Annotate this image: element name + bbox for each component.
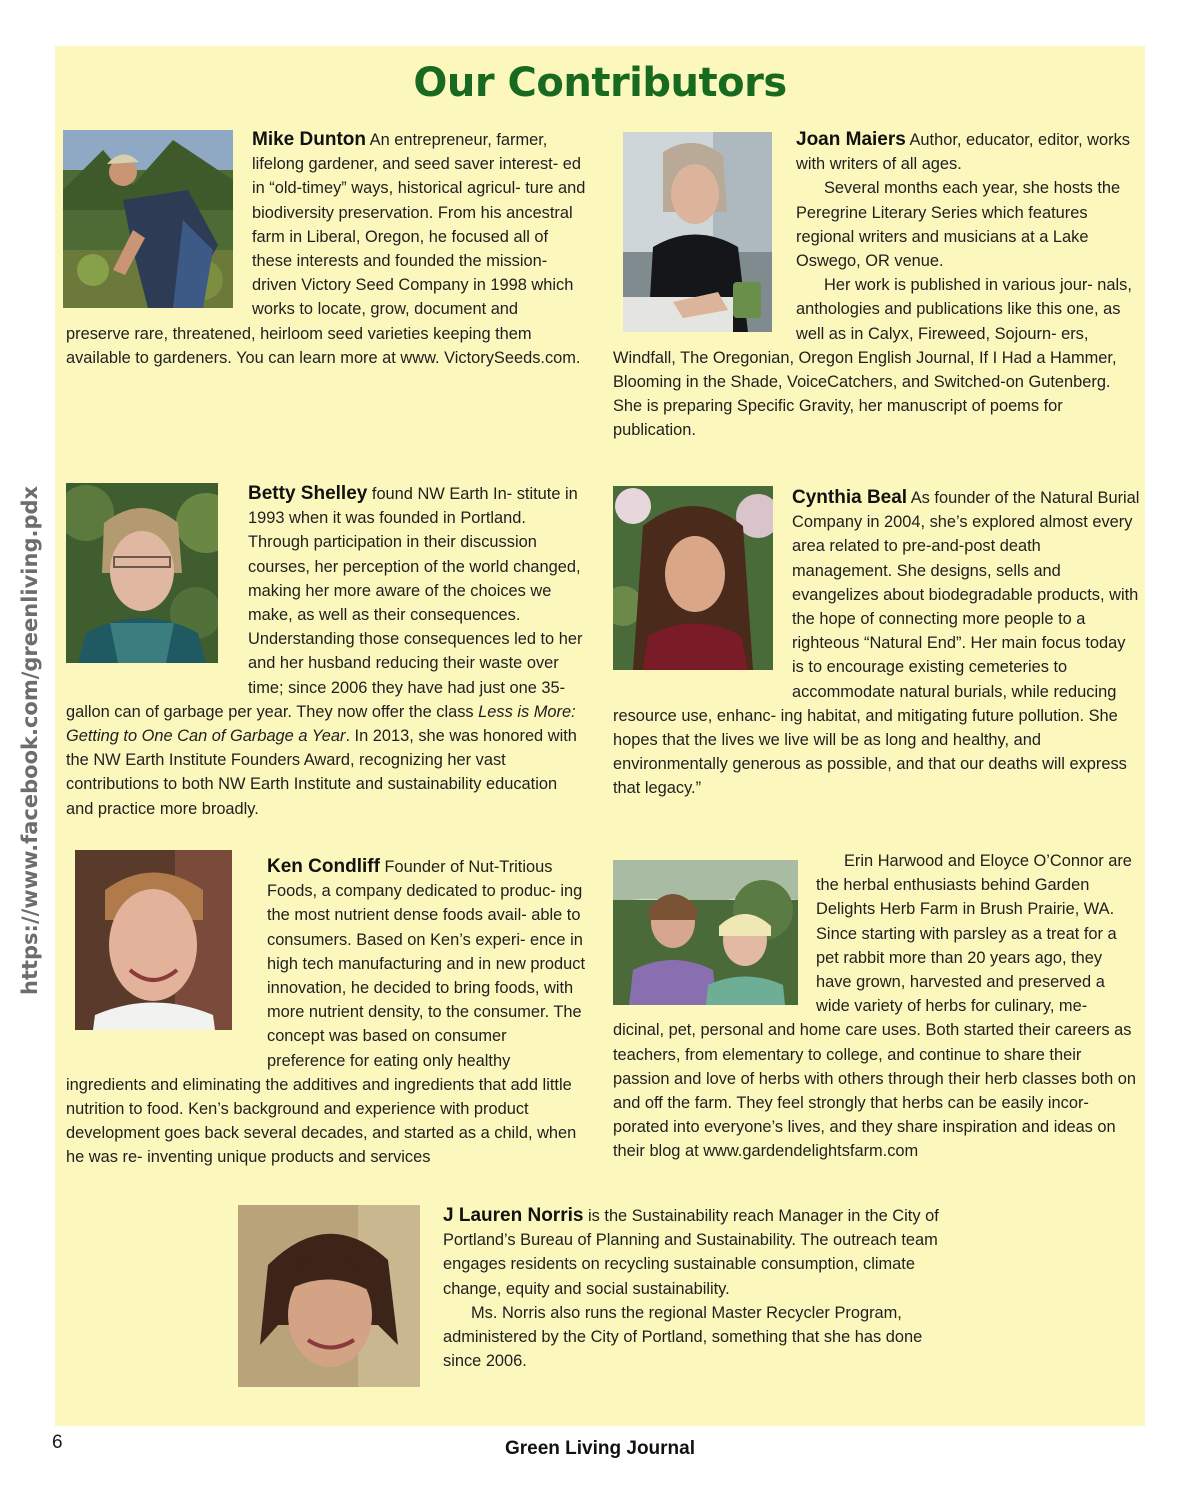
- joan-maiers-text-1: Author, educator, editor, works with writers of all ages.: [796, 131, 1130, 174]
- betty-shelley-name: Betty Shelley: [248, 483, 368, 504]
- joan-maiers-text-3: Her work is published in various jour- nals, anthologies and publications like this one, as well as in Calyx, Fireweed, Sojourn- ers, Windfall, The Oregonian, Oregon English Journal, If I Had a Hammer, Blooming in the Shade, VoiceCatchers, and Switched-on Gutenberg. She is preparing Specific Gravity, her manuscript of poems for publication.: [613, 276, 1132, 440]
- ken-condliff-name: Ken Condliff: [267, 856, 380, 877]
- betty-shelley-class-title: Less is More: Getting to One Can of Garbage a Year: [66, 702, 576, 746]
- mike-dunton-text: An entrepreneur, farmer, lifelong gardener, and seed saver interest- ed in “old-timey” ways, historical agricul- ture and biodiversity preservation. From his ancestral farm in Liberal, Oregon, he focused all of these interests and founded the mission-driven Victory Seed Company in 1998 which works to locate, grow, document and preserve rare, threatened, heirloom seed varieties keeping them available to gardeners. You can learn more at www. VictorySeeds.com.: [66, 131, 586, 367]
- harwood-oconnor-text: Erin Harwood and Eloyce O’Connor are the herbal enthusiasts behind Garden Delights Herb Farm in Brush Prairie, WA. Since starting with parsley as a treat for a pet rabbit more than 20 years ago, they have grown, harvested and preserved a wide variety of herbs for culinary, me- dicinal, pet, personal and home care uses. Both started their careers as teachers, from elementary to college, and continue to share their passion and love of herbs with others through their herb classes both on and off the farm. They feel strongly that herbs can be easily incor- porated into everyone’s lives, and they share inspiration and ideas on their blog at www.gardendelightsfarm.com: [613, 852, 1136, 1161]
- joan-maiers-text-2: Several months each year, she hosts the Peregrine Literary Series which features regional writers and musicians at a Lake Oswego, OR venue.: [796, 179, 1121, 271]
- journal-name: Green Living Journal: [504, 1438, 696, 1459]
- facebook-url[interactable]: https://www.facebook.com/greenliving.pdx: [18, 485, 42, 995]
- lauren-norris-photo: [238, 1205, 420, 1387]
- page-number: 6: [52, 1432, 63, 1453]
- mike-dunton-name: Mike Dunton: [252, 129, 366, 150]
- page-title: Our Contributors: [413, 60, 787, 106]
- lauren-norris-text-2: Ms. Norris also runs the regional Master Recycler Program, administered by the City of Portland, something that she has done since 2006.: [443, 1303, 923, 1371]
- betty-shelley-bio: [66, 482, 586, 821]
- lauren-norris-bio: [443, 1204, 963, 1373]
- cynthia-beal-name: Cynthia Beal: [792, 487, 908, 508]
- lauren-norris-text-1: is the Sustainability reach Manager in the City of Portland’s Bureau of Planning and Sustainability. The outreach team engages residents on recycling sustainable consumption, climate change, equity and social sustainability.: [443, 1207, 939, 1298]
- betty-shelley-text-a: found NW Earth In- stitute in 1993 when it was founded in Portland. Through participation in their discussion courses, her perception of the world changed, making her more aware of the choices we make, as well as their consequences. Understanding those consequences led to her and her husband reducing their waste over time; since 2006 they have had just one 35-gallon can of garbage per year. They now offer the class: [66, 485, 583, 721]
- ken-condliff-bio: [66, 855, 586, 1170]
- cynthia-beal-bio: [613, 486, 1141, 801]
- lauren-norris-name: J Lauren Norris: [443, 1205, 584, 1226]
- mike-dunton-bio: [66, 128, 586, 370]
- ken-condliff-text: Founder of Nut-Tritious Foods, a company dedicated to produc- ing the most nutrient dense foods avail- able to consumers. Based on Ken’s experi- ence in high tech manufacturing and in new product innovation, he decided to bring foods, with more nutrient density, to the consumer. The concept was based on consumer preference for eating only healthy ingredients and eliminating the additives and ingredients that add little nutrition to food. Ken’s background and experience with product development goes back several decades, and started as a child, when he was re- inventing unique products and services: [66, 858, 586, 1167]
- joan-maiers-bio: [613, 128, 1141, 443]
- harwood-oconnor-bio: [613, 849, 1141, 1164]
- betty-shelley-text-b: . In 2013, she was honored with the NW Earth Institute Founders Award, recognizing her vast contributions to both NW Earth Institute and sustainability education and practice more broadly.: [66, 727, 577, 818]
- cynthia-beal-text: As founder of the Natural Burial Company in 2004, she’s explored almost every area related to pre-and-post death management. She designs, sells and evangelizes about biodegradable products, with the hope of connecting more people to a righteous “Natural End”. Her main focus today is to encourage existing cemeteries to accommodate natural burials, while reducing resource use, enhanc- ing habitat, and mitigating future pollution. She hopes that the lives we live will be as long and healthy, and environmentally generous as possible, and that our deaths will express that legacy.”: [613, 489, 1140, 798]
- joan-maiers-name: Joan Maiers: [796, 129, 906, 150]
